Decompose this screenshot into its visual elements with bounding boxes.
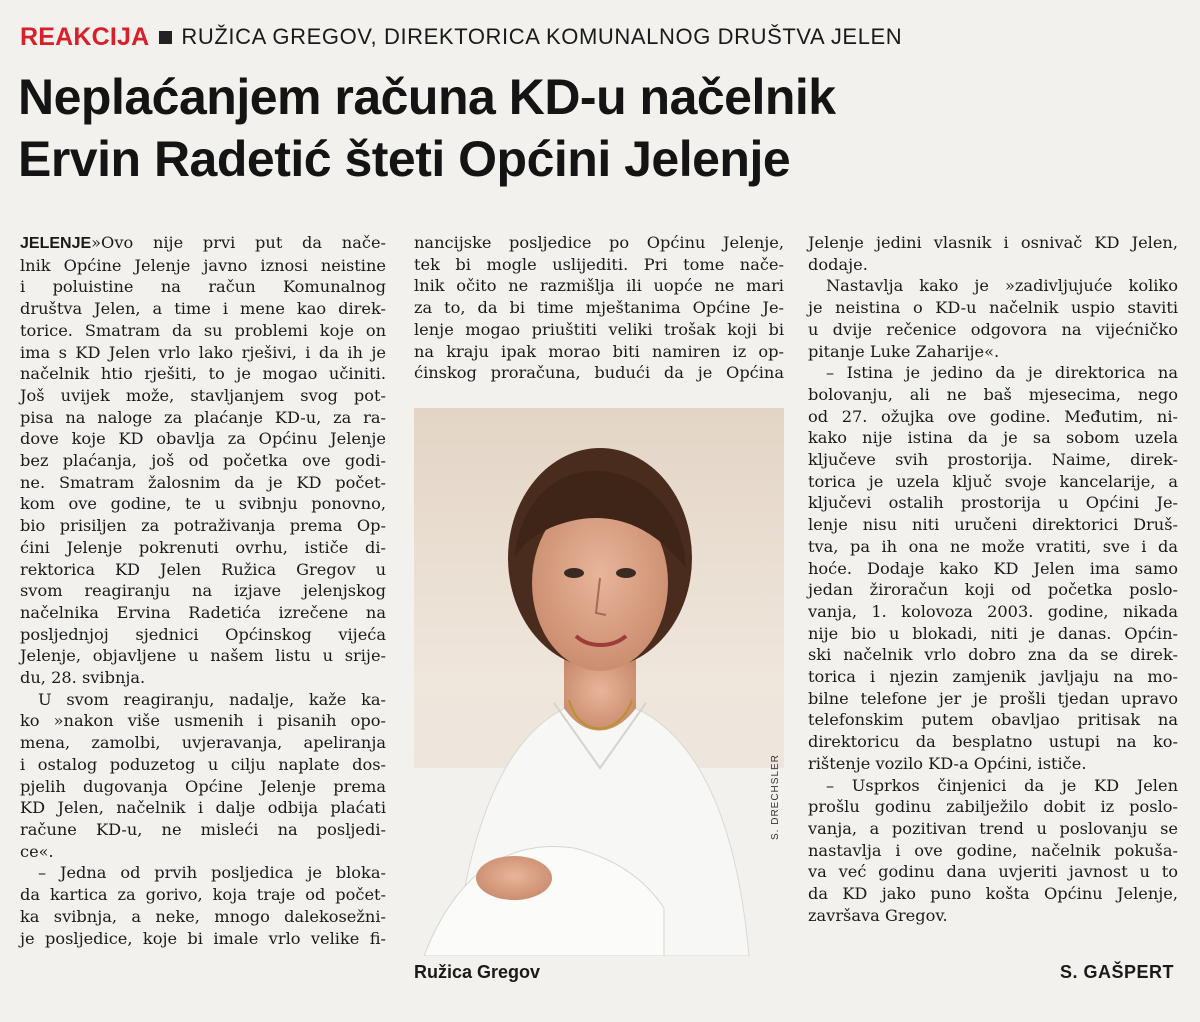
text-line: telefonskim putem obavljao pritisak na	[808, 710, 1178, 730]
text-line: završava Gregov.	[808, 905, 948, 925]
text-line: rektorica KD Jelen Ružica Gregov u	[20, 559, 386, 579]
text-line: ćini Jelenje pokrenuti ovrhu, ističe di-	[20, 537, 386, 557]
kicker	[20, 22, 902, 52]
headline	[18, 66, 1188, 190]
text-line: lenje mogao priuštiti veliki trošak koji bi	[414, 319, 784, 339]
text-line: tva, pa ih ona ne može vratiti, sve i da	[808, 536, 1178, 556]
text-line: jedan žiroračun koji od početka poslo-	[808, 580, 1178, 600]
text-line: i ostalog poduzetog u cilju naplate dos-	[20, 754, 386, 774]
text-line: hoće. Dodaje kako KD Jelen ima samo	[808, 558, 1178, 578]
text-line: nastavlja i ove godine, načelnik pokuša-	[808, 840, 1178, 860]
text-line: ko »nakon više usmenih i pisanih opo-	[20, 711, 386, 731]
text-line: društva Jelen, a time i mene kao direk-	[20, 299, 386, 319]
text-line-content: Ovo nije prvi put da nače-	[101, 233, 386, 252]
photo-caption: Ružica Gregov	[414, 962, 541, 982]
text-line: KD Jelen, načelnik i dalje odbija plaćati	[20, 798, 386, 818]
headline-line-2: Ervin Radetić šteti Općini Jelenje	[18, 131, 791, 187]
text-line: vanja, 1. kolovoza 2003. godine, nikada	[808, 601, 1178, 621]
portrait-photo	[414, 408, 784, 956]
text-line: dove koje KD obavlja za Općinu Jelenje	[20, 429, 386, 449]
headline-line-1: Neplaćanjem računa KD-u načelnik	[18, 69, 836, 125]
article-column-1	[20, 232, 386, 949]
text-line: direktoricu da besplatno ustupi na ko-	[808, 732, 1178, 752]
text-line: i poluistine na račun Komunalnog	[20, 277, 386, 297]
portrait-illustration	[414, 408, 784, 956]
text-line: torice. Smatram da su problemi koje on	[20, 320, 386, 340]
text-line: va već godinu dana uvjeriti javnost u to	[808, 862, 1178, 882]
text-line: – Usprkos činjenici da je KD Jelen	[826, 775, 1178, 795]
dateline-arrow-icon: »	[91, 233, 102, 252]
text-line: Jelenje jedini vlasnik i osnivač KD Jelen,	[808, 233, 1178, 252]
text-line: ima s KD Jelen vrlo lako rješivi, i da ih je	[20, 342, 386, 362]
text-line: – Istina je jedino da je direktorica na	[826, 363, 1178, 383]
text-line: je neistina o KD-u načelnik uspio staviti	[808, 298, 1178, 318]
text-line: ne. Smatram žalosnim da je KD počet-	[20, 472, 386, 492]
text-line: ključevi ostalih prostorija u Općini Je-	[808, 493, 1178, 513]
text-line: bolovanju, ali ne baš mjesecima, nego	[808, 384, 1178, 404]
section-tag: REAKCIJA	[20, 23, 150, 51]
text-line: Još uvijek može, stavljanjem svog pot-	[20, 385, 386, 405]
byline: S. GAŠPERT	[1059, 962, 1174, 982]
text-line: dodaje.	[808, 254, 868, 274]
text-line: za to, da bi time mještanima Općine Je-	[414, 298, 784, 318]
text-line: Nastavlja kako je »zadivljujuće koliko	[826, 276, 1178, 296]
text-line: pisa na naloge za plaćanje KD-u, za ra-	[20, 407, 386, 427]
text-line: prošlu godinu zabilježilo dobit iz poslo-	[808, 797, 1178, 817]
text-line: vanja, a pozitivan trend u poslovanju se	[808, 818, 1178, 838]
text-line: kako nije istina da je sa sobom uzela	[808, 428, 1178, 448]
text-line: – Jedna od prvih posljedica je bloka-	[38, 863, 386, 883]
text-line: svom reagiranju na izjave jelenjskog	[20, 581, 386, 601]
square-bullet-icon	[159, 31, 172, 44]
text-line: je posljedice, koje bi imale vrlo velike fi-	[20, 928, 386, 948]
text-line: pjelih dugovanja Općine Jelenje prema	[20, 776, 386, 796]
text-line: nije bio u blokadi, niti je danas. Općin-	[808, 623, 1178, 643]
photo-credit: S. DRECHSLER	[770, 754, 781, 840]
text-line: Jelenje, objavljene u našem listu u srije-	[20, 646, 386, 666]
text-line: posljednjoj sjednici Općinskog vijeća	[20, 624, 386, 644]
text-line: pitanje Luke Zaharije«.	[808, 341, 1000, 361]
text-line: bez plaćanja, još od početka ove godi-	[20, 451, 386, 471]
text-line: torica i njezin zamjenik javljaju na mo-	[808, 667, 1178, 687]
text-line: ćinskog proračuna, budući da je Općina	[414, 363, 784, 383]
article-column-3	[808, 232, 1178, 927]
text-line: načelnik htio rješiti, to je mogao učiniti.	[20, 364, 386, 384]
text-line: mena, zamolbi, uvjeravanja, apeliranja	[20, 733, 386, 753]
text-line: ključeve svih prostorija. Naime, direk-	[808, 450, 1178, 470]
text-line: U svom reagiranju, nadalje, kaže ka-	[38, 689, 386, 709]
text-line: da kartica za gorivo, koja traje od počet-	[20, 885, 386, 905]
text-line: rištenje vozilo KD-a Općini, ističe.	[808, 753, 1087, 773]
text-line: lnik Općine Jelenje javno iznosi neistine	[20, 255, 386, 275]
text-line: bio prisiljen za potraživanja prema Op-	[20, 516, 386, 536]
kicker-subtitle: RUŽICA GREGOV, DIREKTORICA KOMUNALNOG DRUŠTVA JELEN	[181, 24, 903, 49]
text-line: načelnika Ervina Radetića izrečene na	[20, 602, 386, 622]
text-line: u dvije rečenice odgovora na vijećničko	[808, 319, 1178, 339]
text-line: ka svibnja, a neke, mnogo dalekosežni-	[20, 906, 386, 926]
text-line: nancijske posljedice po Općinu Jelenje,	[414, 233, 784, 252]
text-line: lnik očito ne razmišlja ili uopće ne mari	[414, 276, 784, 296]
text-line: kom ove godine, te u svibnju ponovno,	[20, 494, 386, 514]
text-line: tek bi mogle uslijediti. Pri tome nače-	[414, 254, 784, 274]
text-line: od 27. ožujka ove godine. Međutim, ni-	[808, 406, 1178, 426]
dateline: JELENJE	[20, 235, 92, 252]
text-line: račune KD-u, ne misleći na posljedi-	[20, 819, 386, 839]
text-line: torica je uzela ključ svoje kancelarije, a	[808, 471, 1178, 491]
text-line: ski načelnik vrlo dobro zna da se direk-	[808, 645, 1178, 665]
text-line: bilne telefone jer je prošli tjedan upravo	[808, 688, 1178, 708]
text-line	[20, 232, 386, 255]
text-line: lenje nisu niti uručeni direktorici Druš-	[808, 515, 1178, 535]
text-line: na kraju ipak morao biti namiren iz op-	[414, 341, 784, 361]
text-line: du, 28. svibnja.	[20, 668, 146, 688]
text-line: ce«.	[20, 841, 54, 861]
text-line: da KD jako puno košta Općinu Jelenje,	[808, 884, 1178, 904]
article-column-2	[414, 232, 784, 384]
